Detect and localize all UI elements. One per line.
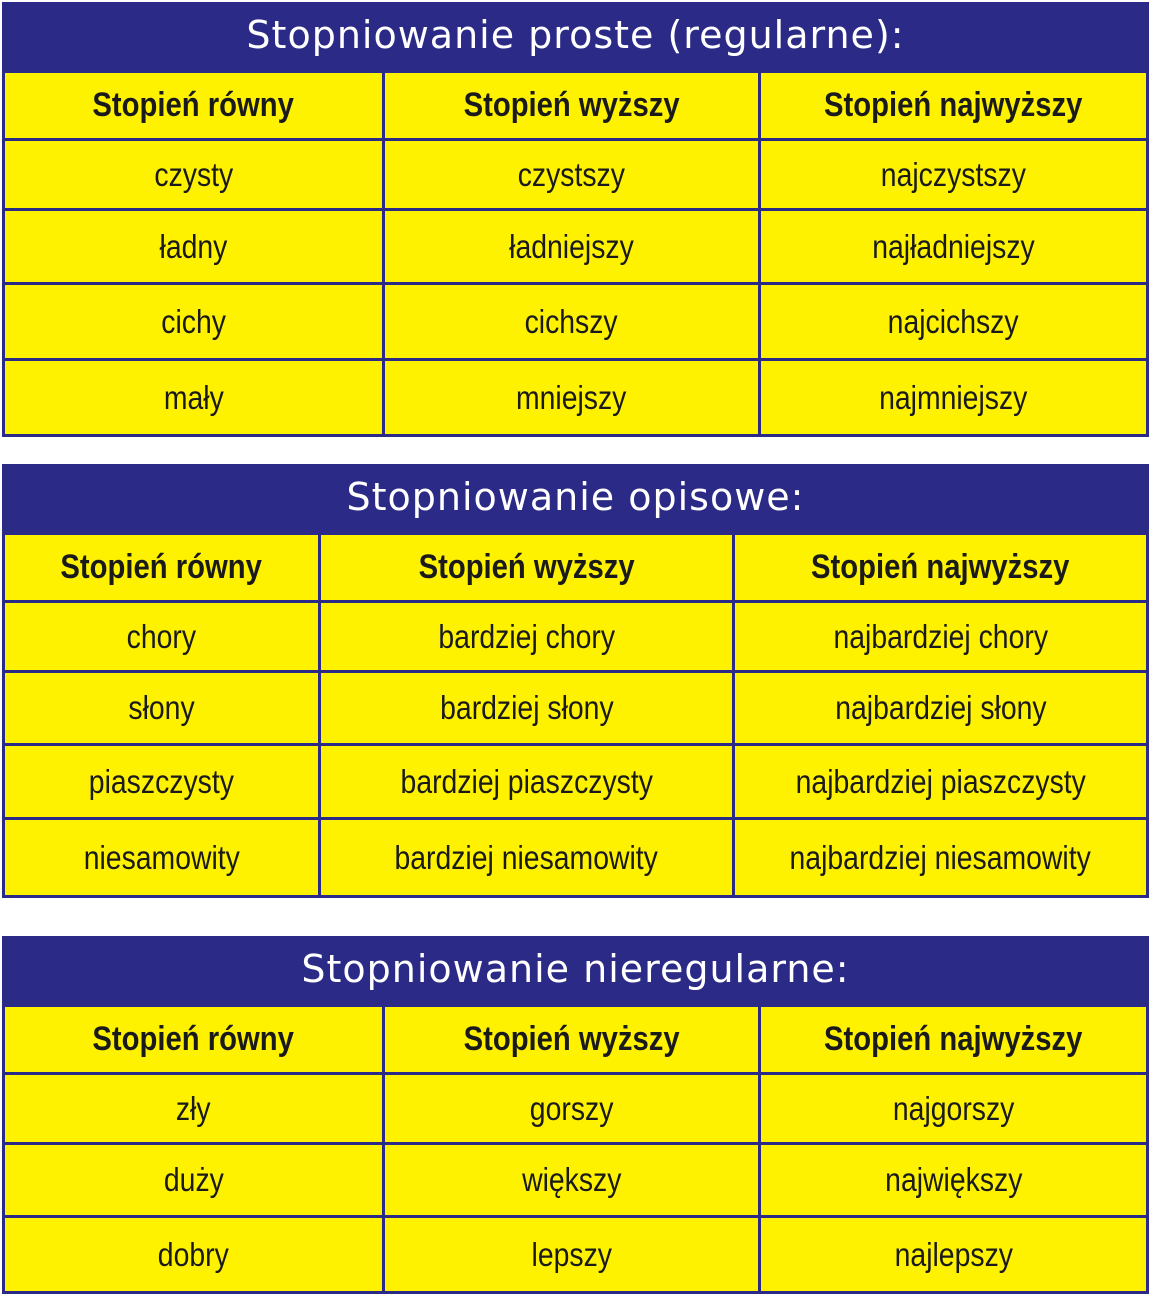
table-cell: piaszczysty (4, 745, 320, 819)
table-cell: bardziej słony (320, 672, 734, 745)
table-row (4, 360, 1148, 436)
table-cell: dobry (4, 1217, 384, 1293)
table-row (4, 1144, 1148, 1217)
column-header: Stopień wyższy (384, 1006, 760, 1074)
table-descriptive (2, 464, 1149, 898)
table-cell: czystszy (384, 140, 760, 210)
table-cell: najgorszy (760, 1074, 1148, 1144)
comparison-table (2, 70, 1149, 437)
column-header: Stopień równy (4, 1006, 384, 1074)
table-cell: bardziej niesamowity (320, 819, 734, 897)
table-cell: najbardziej słony (734, 672, 1148, 745)
table-cell: duży (4, 1144, 384, 1217)
table-title: Stopniowanie nieregularne: (301, 947, 850, 991)
table-row (4, 140, 1148, 210)
table-cell: najbardziej piaszczysty (734, 745, 1148, 819)
header-row (4, 534, 1148, 602)
table-cell: zły (4, 1074, 384, 1144)
table-cell: słony (4, 672, 320, 745)
table-cell: cichy (4, 284, 384, 360)
table-cell: czysty (4, 140, 384, 210)
table-row (4, 602, 1148, 672)
column-header: Stopień wyższy (384, 72, 760, 140)
table-cell: chory (4, 602, 320, 672)
column-header: Stopień najwyższy (760, 1006, 1148, 1074)
table-cell: ładniejszy (384, 210, 760, 284)
column-header: Stopień najwyższy (734, 534, 1148, 602)
table-cell: większy (384, 1144, 760, 1217)
table-row (4, 1217, 1148, 1293)
table-cell: najbardziej niesamowity (734, 819, 1148, 897)
table-cell: lepszy (384, 1217, 760, 1293)
table-row (4, 672, 1148, 745)
table-title: Stopniowanie proste (regularne): (246, 13, 905, 57)
table-cell: najcichszy (760, 284, 1148, 360)
header-row (4, 72, 1148, 140)
table-title: Stopniowanie opisowe: (346, 475, 805, 519)
table-cell: najlepszy (760, 1217, 1148, 1293)
comparison-table (2, 1004, 1149, 1294)
table-cell: mniejszy (384, 360, 760, 436)
table-cell: gorszy (384, 1074, 760, 1144)
table-row (4, 1074, 1148, 1144)
table-cell: cichszy (384, 284, 760, 360)
table-cell: najbardziej chory (734, 602, 1148, 672)
column-header: Stopień równy (4, 534, 320, 602)
table-row (4, 210, 1148, 284)
table-row (4, 745, 1148, 819)
column-header: Stopień wyższy (320, 534, 734, 602)
table-cell: najczystszy (760, 140, 1148, 210)
table-irregular (2, 936, 1149, 1294)
table-cell: najmniejszy (760, 360, 1148, 436)
table-cell: bardziej chory (320, 602, 734, 672)
table-cell: największy (760, 1144, 1148, 1217)
table-row (4, 284, 1148, 360)
table-cell: niesamowity (4, 819, 320, 897)
comparison-table (2, 532, 1149, 898)
header-row (4, 1006, 1148, 1074)
column-header: Stopień najwyższy (760, 72, 1148, 140)
table-regular (2, 2, 1149, 437)
table-cell: mały (4, 360, 384, 436)
table-cell: ładny (4, 210, 384, 284)
table-row (4, 819, 1148, 897)
table-cell: najładniejszy (760, 210, 1148, 284)
column-header: Stopień równy (4, 72, 384, 140)
table-cell: bardziej piaszczysty (320, 745, 734, 819)
